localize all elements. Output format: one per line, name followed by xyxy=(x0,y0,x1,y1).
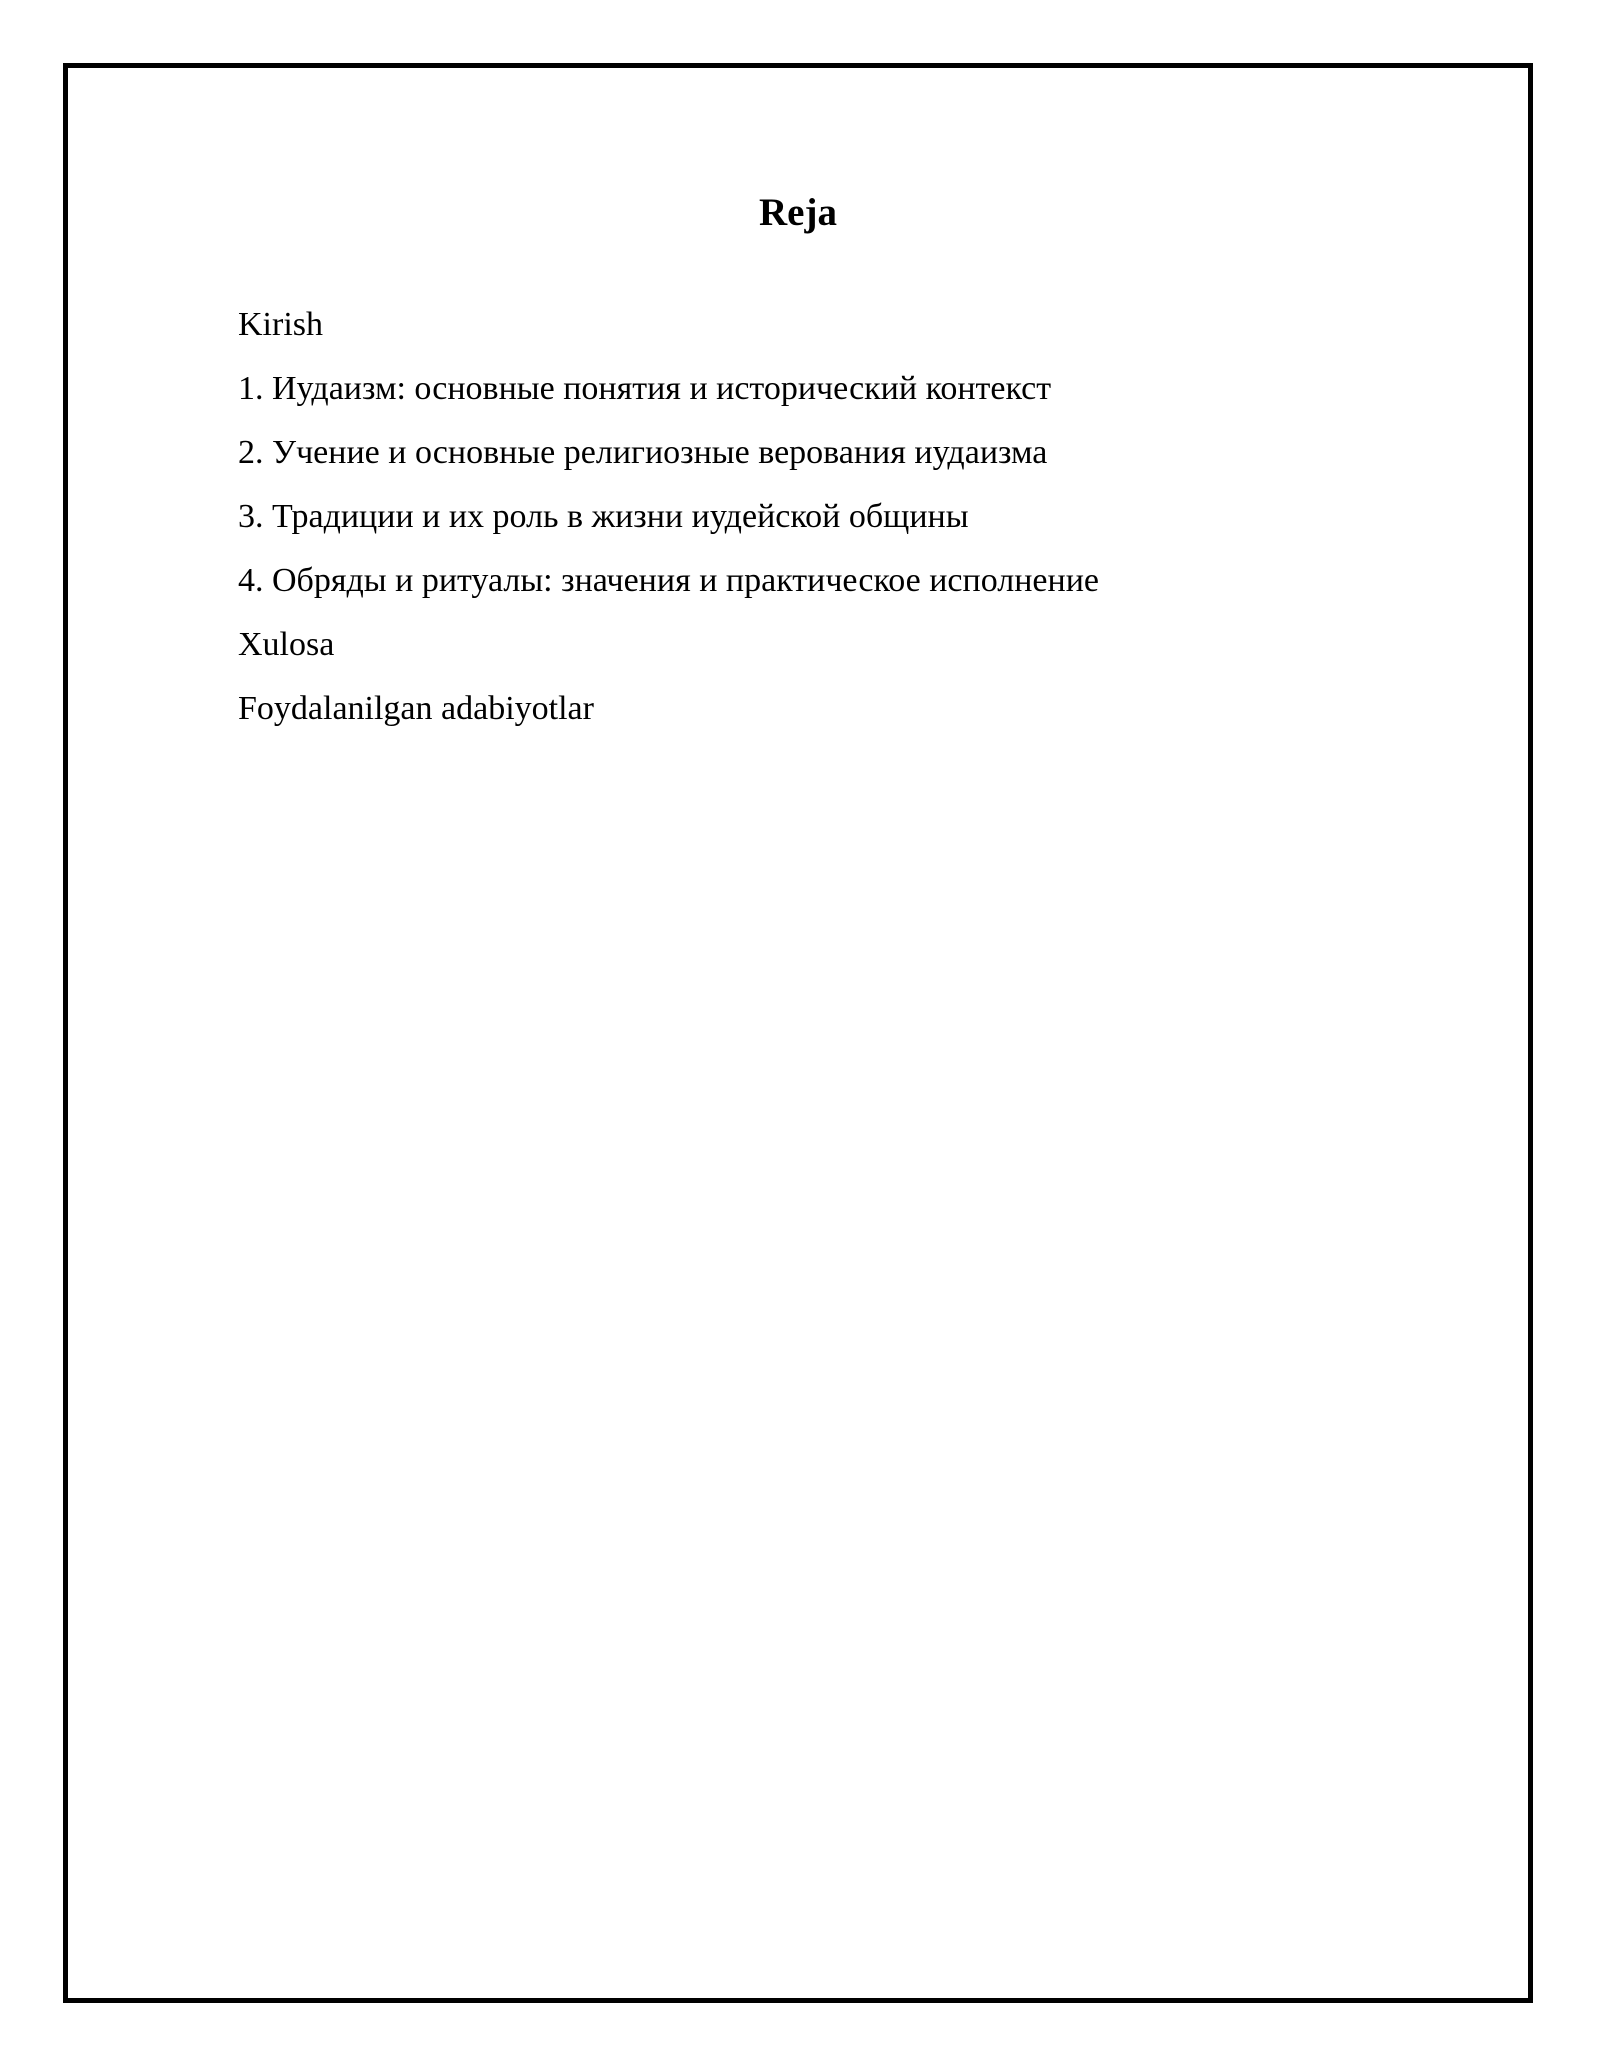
page-border xyxy=(63,63,1533,2003)
toc-item-4: 4. Обряды и ритуалы: значения и практическое исполнение xyxy=(238,562,1100,599)
toc-item-1: 1. Иудаизм: основные понятия и исторический контекст xyxy=(238,370,1052,407)
toc-item-2: 2. Учение и основные религиозные верования иудаизма xyxy=(238,434,1048,471)
page-title: Reja xyxy=(759,191,837,234)
toc-item-conclusion: Xulosa xyxy=(238,626,335,663)
toc-item-3: 3. Традиции и их роль в жизни иудейской общины xyxy=(238,498,969,535)
toc-item-introduction: Kirish xyxy=(238,306,323,343)
toc-item-references: Foydalanilgan adabiyotlar xyxy=(238,690,594,727)
table-of-contents xyxy=(238,293,1099,741)
